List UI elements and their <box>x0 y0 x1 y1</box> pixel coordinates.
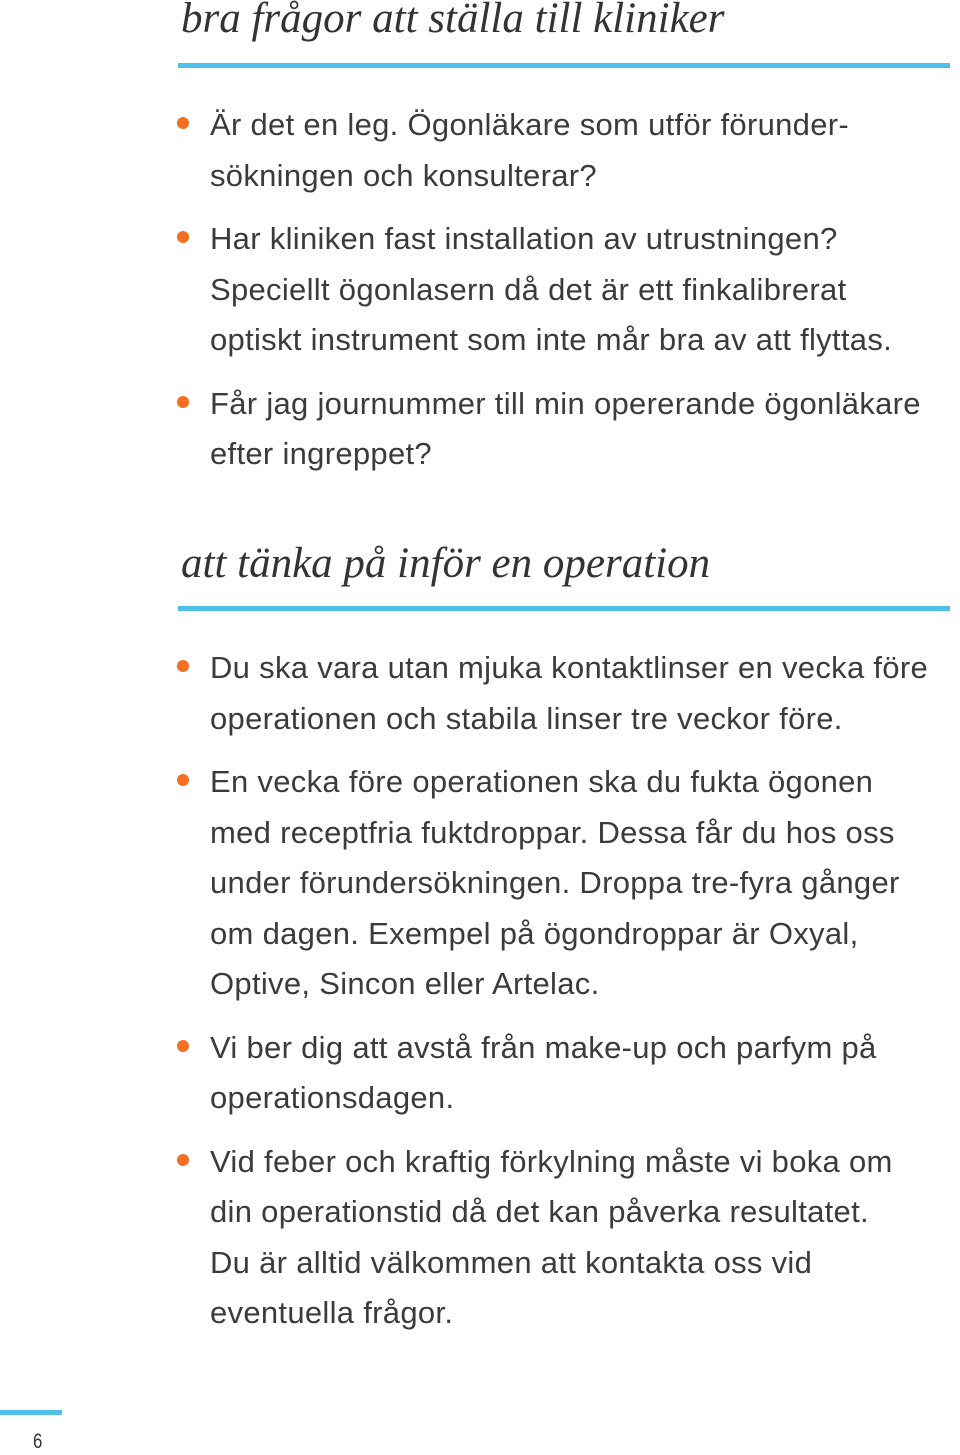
bullet-dot <box>177 231 189 243</box>
bullet-dot <box>177 1040 189 1052</box>
item-line: Du ska vara utan mjuka kontaktlinser en vecka före <box>210 650 929 685</box>
item-line: operationsdagen. <box>210 1080 455 1115</box>
list-item <box>0 643 960 744</box>
item-line: Får jag journummer till min opererande ögonläkare <box>210 385 921 421</box>
list-item <box>0 1023 960 1124</box>
item-line: Är det en leg. Ögonläkare som utför förunder- <box>210 107 849 142</box>
bullet-dot <box>177 117 189 129</box>
item-line: om dagen. Exempel på ögondroppar är Oxyal, <box>210 915 859 951</box>
item-line: operationen och stabila linser tre veckor före. <box>210 700 843 736</box>
item-line: En vecka före operationen ska du fukta ögonen <box>210 764 874 799</box>
bullet-dot <box>177 396 189 408</box>
list-item <box>0 214 960 366</box>
item-line: eventuella frågor. <box>210 1295 454 1330</box>
heading-underline <box>178 63 950 68</box>
item-line: Du är alltid välkommen att kontakta oss vid <box>210 1244 813 1280</box>
section-heading: att tänka på inför en operation <box>181 540 711 587</box>
item-line: sökningen och konsulterar? <box>210 157 597 193</box>
item-line: Vid feber och kraftig förkylning måste vi boka om <box>210 1143 893 1179</box>
page-number-rule <box>0 1410 62 1415</box>
item-line: Har kliniken fast installation av utrustningen? <box>210 221 838 256</box>
bullet-dot <box>177 660 189 672</box>
question-list <box>0 100 960 480</box>
item-line: med receptfria fuktdroppar. Dessa får du hos oss <box>210 814 895 850</box>
item-line: optiskt instrument som inte mår bra av att flyttas. <box>210 322 893 357</box>
heading-underline <box>178 606 950 611</box>
item-line: Speciellt ögonlasern då det är ett finkalibrerat <box>210 271 847 307</box>
list-item <box>0 100 960 201</box>
section-heading: bra frågor att ställa till kliniker <box>181 0 725 42</box>
preparation-list <box>0 643 960 1339</box>
item-line: under förundersökningen. Droppa tre-fyra gånger <box>210 865 900 900</box>
item-line: Vi ber dig att avstå från make-up och parfym på <box>210 1029 877 1065</box>
list-item <box>0 757 960 1010</box>
list-item <box>0 379 960 480</box>
item-line: Optive, Sincon eller Artelac. <box>210 966 600 1001</box>
bullet-dot <box>177 774 189 786</box>
bullet-dot <box>177 1154 189 1166</box>
item-line: din operationstid då det kan påverka resultatet. <box>210 1194 869 1229</box>
list-item <box>0 1137 960 1339</box>
item-line: efter ingreppet? <box>210 436 432 471</box>
page-number: 6 <box>33 1430 43 1453</box>
